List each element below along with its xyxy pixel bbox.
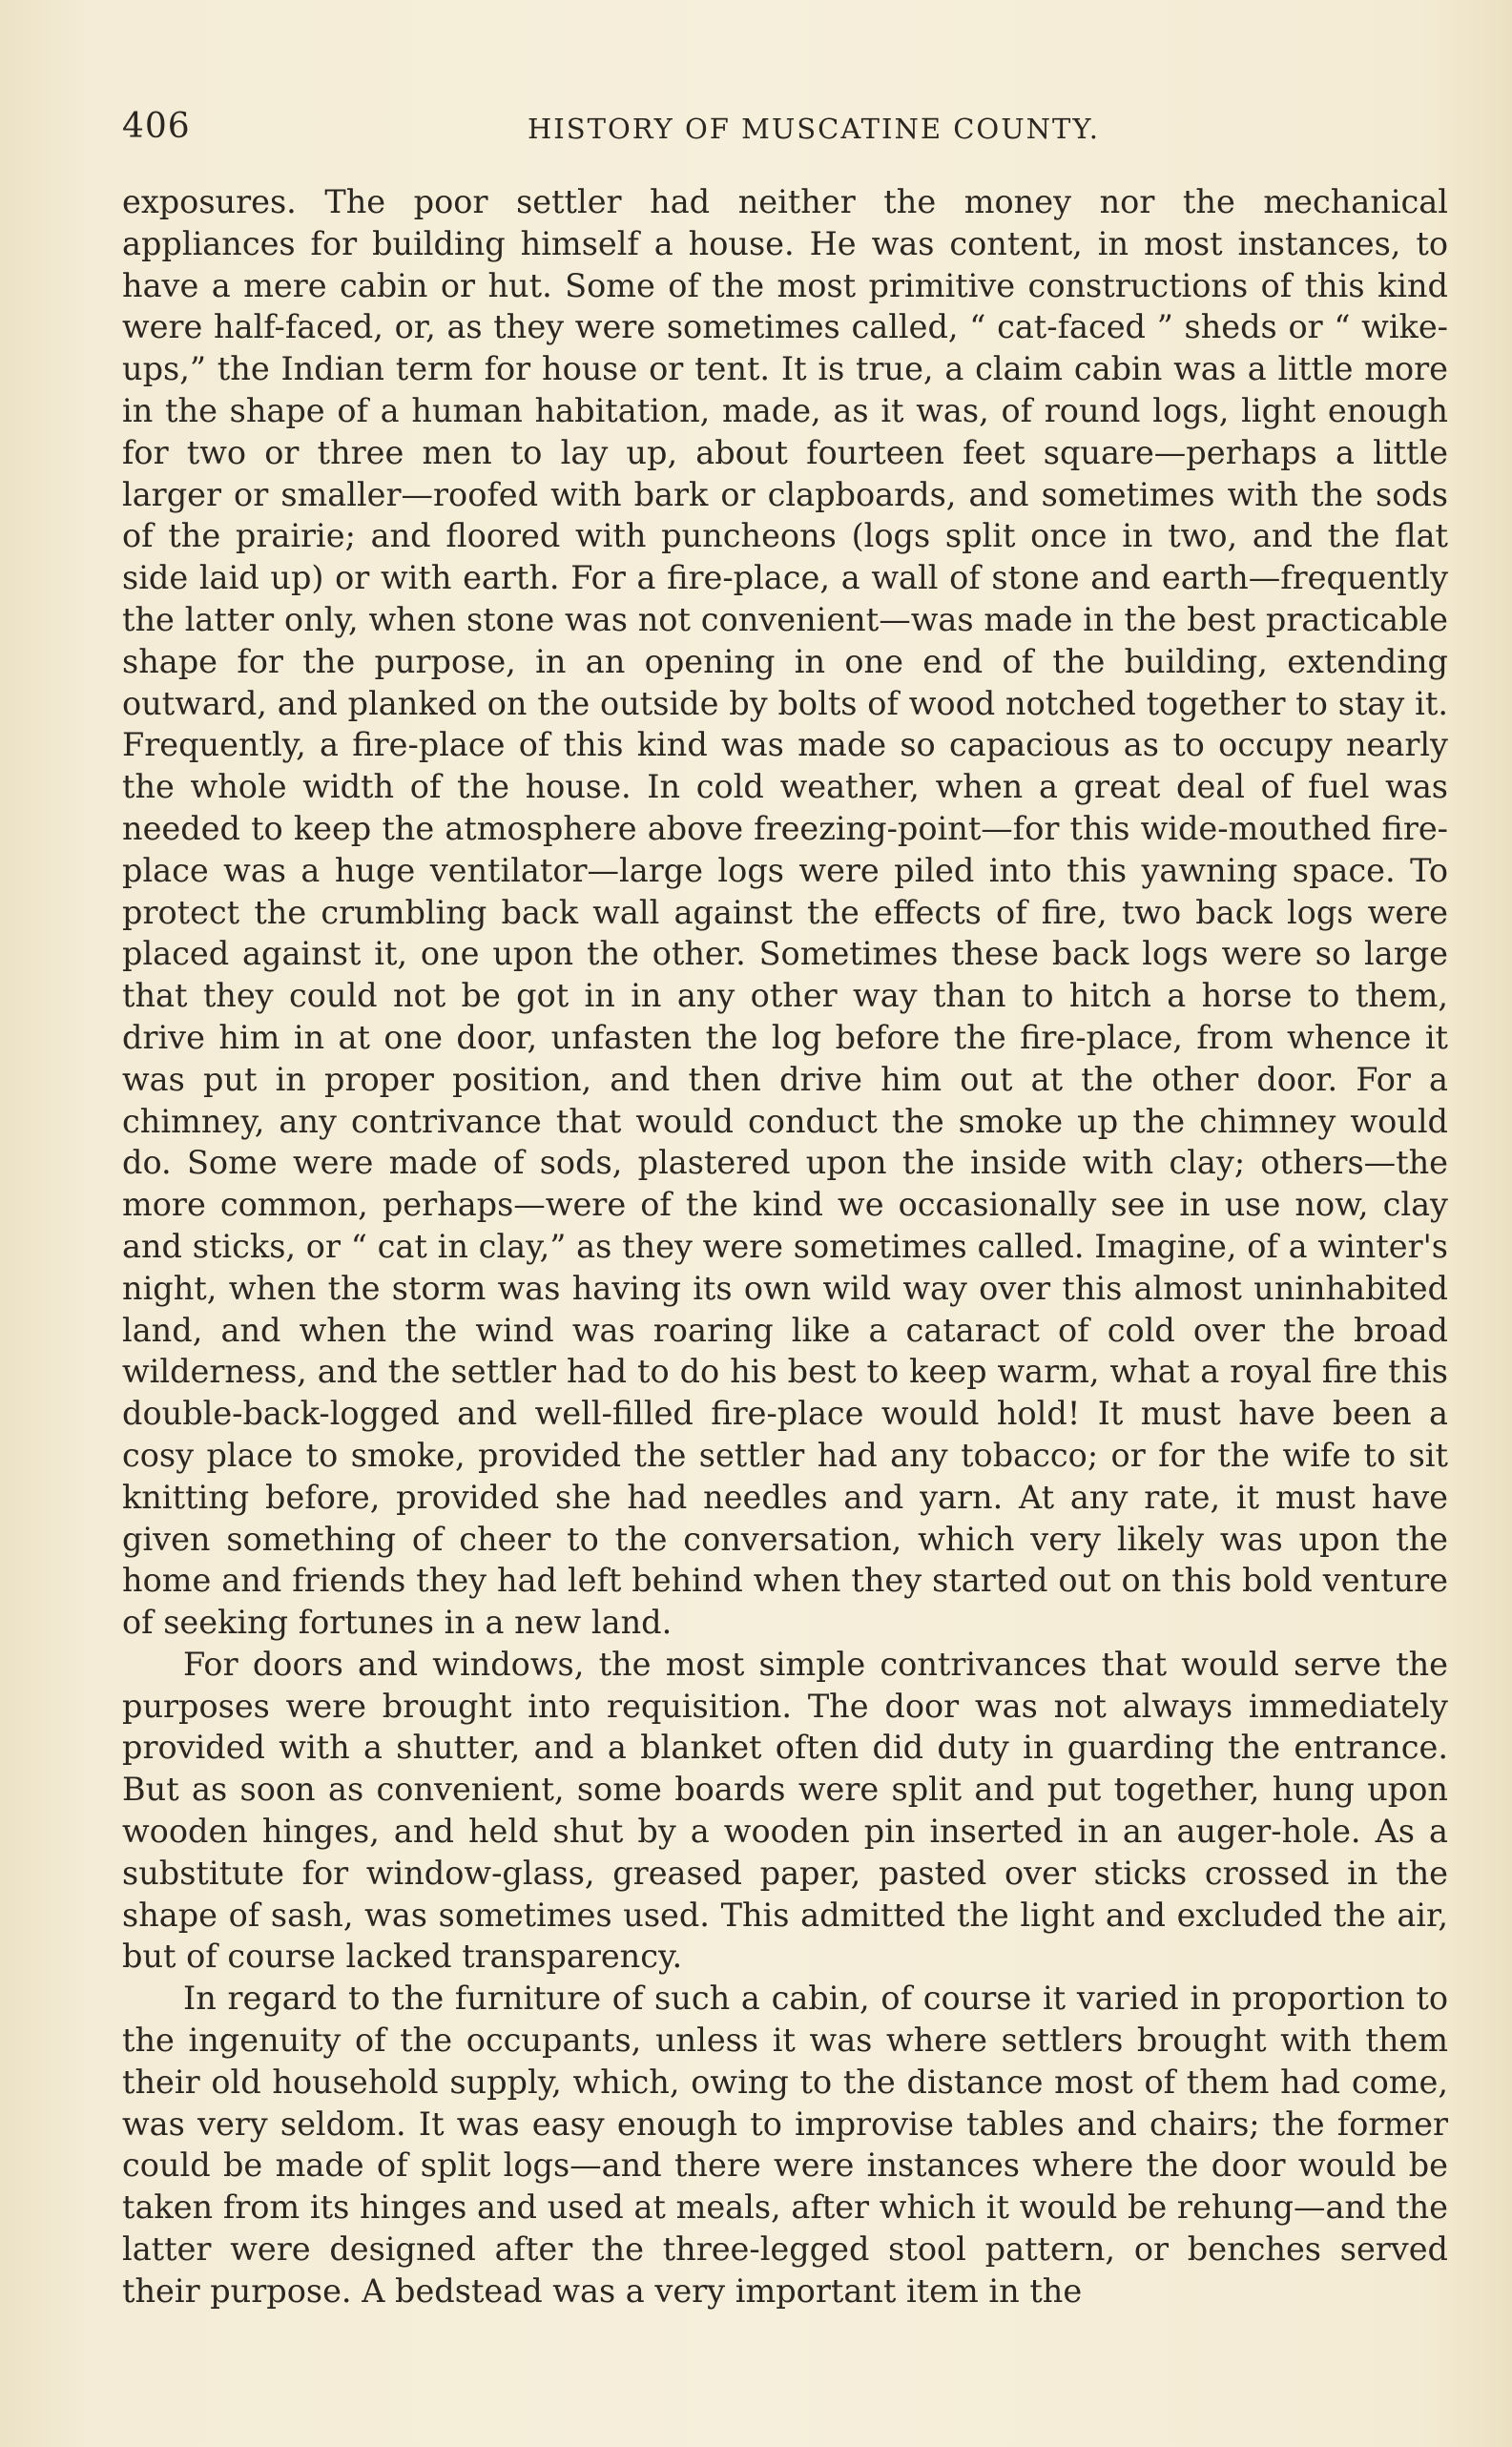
page-header [122,107,1448,155]
paragraph: For doors and windows, the most simple contrivances that would serve the purposes were brought into requisition. The door was not always immediately provided with a shutter, and a blanket often did duty in guarding the entrance. But as soon as convenient, some boards were split and put together, hung upon wooden hinges, and held shut by a wooden pin inserted in an auger-hole. As a substitute for window-glass, greased paper, pasted over sticks crossed in the shape of sash, was sometimes used. This admitted the light and excluded the air, but of course lacked transparency. [122,1645,1448,1976]
paragraph: exposures. The poor settler had neither the money nor the mechanical appliances for building himself a house. He was content, in most instances, to have a mere cabin or hut. Some of the most primitive constructions of this kind were half-faced, or, as they were sometimes called, “ cat-faced ” sheds or “ wike-ups,” the Indian term for house or tent. It is true, a claim cabin was a little more in the shape of a human habitation, made, as it was, of round logs, light enough for two or three men to lay up, about fourteen feet square—perhaps a little larger or smaller—roofed with bark or clapboards, and sometimes with the sods of the prairie; and floored with puncheons (logs split once in two, and the flat side laid up) or with earth. For a fire-place, a wall of stone and earth—frequently the latter only, when stone was not convenient—was made in the best practicable shape for the purpose, in an opening in one end of the building, extending outward, and planked on the outside by bolts of wood notched together to stay it. Frequently, a fire-place of this kind was made so capacious as to occupy nearly the whole width of the house. In cold weather, when a great deal of fuel was needed to keep the atmosphere above freezing-point—for this wide-mouthed fire-place was a huge ventilator—large logs were piled into this yawning space. To protect the crumbling back wall against the effects of fire, two back logs were placed against it, one upon the other. Sometimes these back logs were so large that they could not be got in in any other way than to hitch a horse to them, drive him in at one door, unfasten the log before the fire-place, from whence it was put in proper position, and then drive him out at the other door. For a chimney, any contrivance that would conduct the smoke up the chimney would do. Some were made of sods, plastered upon the inside with clay; others—the more common, perhaps—were of the kind we occasionally see in use now, clay and sticks, or “ cat in clay,” as they were sometimes called. Imagine, of a winter's night, when the storm was having its own wild way over this almost uninhabited land, and when the wind was roaring like a cataract of cold over the broad wilderness, and the settler had to do his best to keep warm, what a royal fire this double-back-logged and well-filled fire-place would hold! It must have been a cosy place to smoke, provided the settler had any tobacco; or for the wife to sit knitting before, provided she had needles and yarn. At any rate, it must have given something of cheer to the conversation, which very likely was upon the home and friends they had left behind when they started out on this bold venture of seeking fortunes in a new land. [122,183,1448,1642]
running-title: HISTORY OF MUSCATINE COUNTY. [527,113,1100,145]
paragraph: In regard to the furniture of such a cabin, of course it varied in proportion to the ingenuity of the occupants, unless it was where settlers brought with them their old household supply, which, owing to the distance most of them had come, was very seldom. It was easy enough to improvise tables and chairs; the former could be made of split logs—and there were instances where the door would be taken from its hinges and used at meals, after which it would be rehung—and the latter were designed after the three-legged stool pattern, or benches served their purpose. A bedstead was a very important item in the [122,1980,1448,2310]
body-text [122,181,1448,2312]
page-number: 406 [122,107,191,146]
